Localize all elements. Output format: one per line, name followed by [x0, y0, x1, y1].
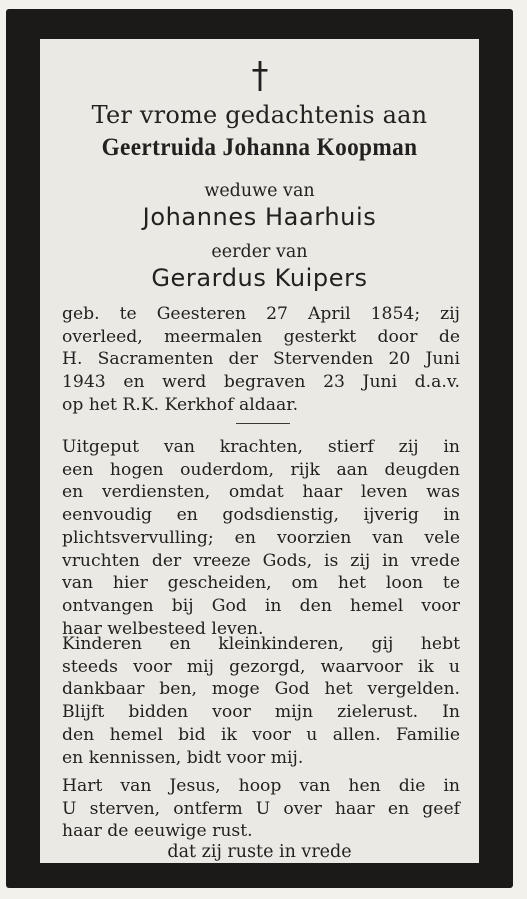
- relation-formerly-of: eerder van: [211, 242, 308, 262]
- cross-icon: [40, 61, 479, 95]
- memorial-card-border: [6, 9, 513, 888]
- intro-text: Ter vrome gedachtenis aan: [91, 101, 428, 129]
- eulogy-line: ontvangen bij God in den hemel voor: [62, 595, 460, 616]
- prayer-line: U sterven, ontferm U over haar en geef: [62, 798, 460, 819]
- prayer-paragraph: [62, 775, 460, 843]
- eulogy-line: van hier gescheiden, om het loon te: [62, 573, 460, 594]
- deceased-name: Geertruida Johanna Koopman: [101, 134, 418, 161]
- memorial-card-paper: [40, 39, 479, 863]
- relation-widow-of: weduwe van: [204, 181, 315, 201]
- eulogy-line: plichtsvervulling; en voorzien van vele: [62, 527, 460, 548]
- biography-line: op het R.K. Kerkhof aldaar.: [62, 394, 299, 415]
- biography-line: 1943 en werd begraven 23 Juni d.a.v.: [62, 372, 460, 393]
- eulogy-line: haar welbesteed leven.: [62, 618, 264, 639]
- prayer-line: Hart van Jesus, hoop van hen die in: [62, 776, 460, 796]
- eulogy-line: een hogen ouderdom, rijk aan deugden: [62, 459, 460, 480]
- message-paragraph: [62, 633, 460, 769]
- eulogy-line: eenvoudig en godsdienstig, ijverig in: [62, 505, 460, 526]
- message-line: Blijft bidden voor mijn zielerust. In: [62, 702, 460, 723]
- spouse-name-1: Johannes Haarhuis: [142, 203, 377, 231]
- spouse-name-2: Gerardus Kuipers: [151, 264, 368, 292]
- message-line: en kennissen, bidt voor mij.: [62, 747, 304, 768]
- message-line: dankbaar ben, moge God het vergelden.: [62, 679, 460, 700]
- biography-line: overleed, meermalen gesterkt door de: [62, 326, 460, 347]
- message-line: den hemel bid ik voor u allen. Familie: [62, 724, 460, 745]
- prayer-line: haar de eeuwige rust.: [62, 821, 253, 842]
- eulogy-line: en verdiensten, omdat haar leven was: [62, 482, 460, 503]
- closing-text: dat zij ruste in vrede: [167, 842, 352, 862]
- biography-paragraph: [62, 303, 460, 417]
- divider-rule: [236, 423, 290, 424]
- eulogy-line: Uitgeput van krachten, stierf zij in: [62, 437, 460, 457]
- eulogy-paragraph: [62, 436, 460, 640]
- eulogy-line: vruchten der vreeze Gods, is zij in vrede: [62, 550, 460, 571]
- biography-line: geb. te Geesteren 27 April 1854; zij: [62, 304, 460, 324]
- message-line: steeds voor mij gezorgd, waarvoor ik u: [62, 656, 460, 677]
- biography-line: H. Sacramenten der Stervenden 20 Juni: [62, 349, 460, 370]
- message-line: Kinderen en kleinkinderen, gij hebt: [62, 634, 460, 654]
